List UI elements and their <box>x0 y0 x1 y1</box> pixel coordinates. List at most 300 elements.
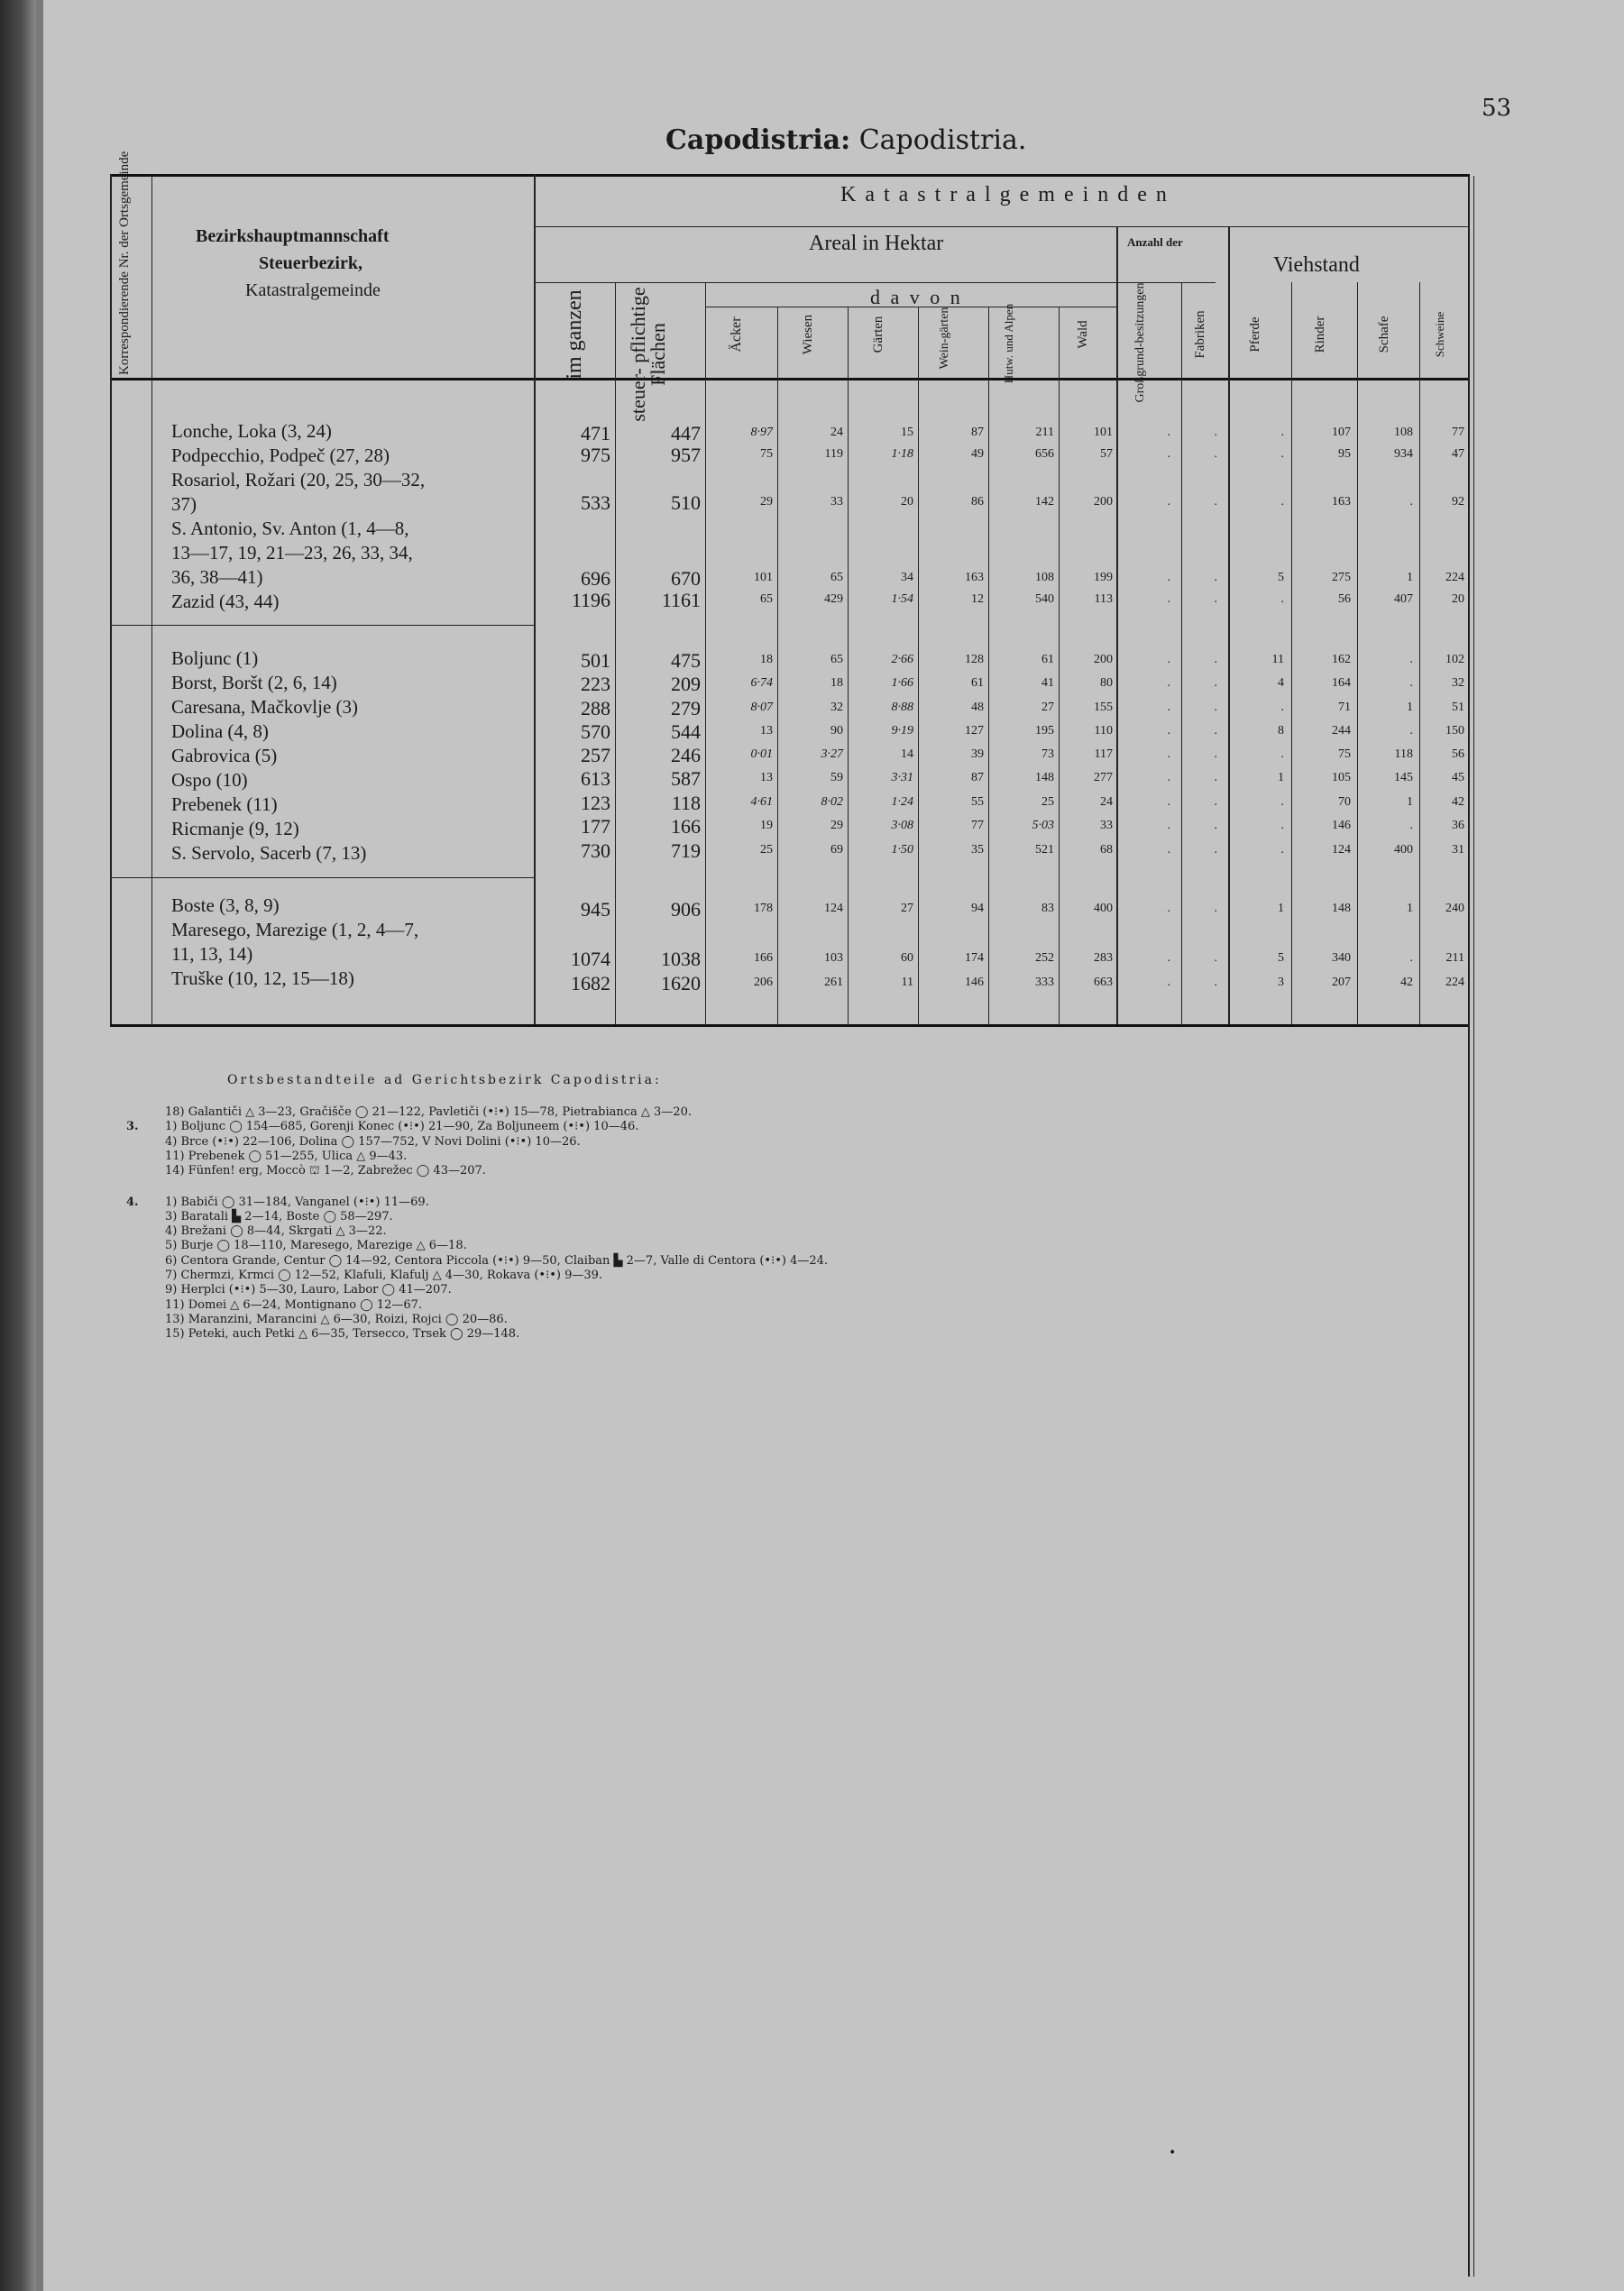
cell-steuer: 1161 <box>661 589 701 611</box>
cell-gaerten: 20 <box>901 495 913 509</box>
bottom-rule <box>110 1024 1470 1027</box>
cell-gross: . <box>1167 724 1170 738</box>
header-fabriken: Fabriken <box>1193 310 1207 359</box>
page-number: 53 <box>1482 95 1512 122</box>
cell-rinder: 105 <box>1332 771 1351 784</box>
header-davon: d a v o n <box>870 286 963 308</box>
cell-schweine: 47 <box>1452 447 1464 461</box>
cell-schafe: 42 <box>1400 976 1413 989</box>
cell-wein: 163 <box>965 571 984 584</box>
cell-wald: 117 <box>1094 747 1113 761</box>
cell-steuer: 957 <box>671 444 701 466</box>
katastralgemeinde-name-line: S. Antonio, Sv. Anton (1, 4—8, <box>171 518 409 539</box>
cell-hutw: 142 <box>1035 495 1054 509</box>
cell-steuer: 544 <box>671 720 701 743</box>
header-aecker: Äcker <box>729 316 744 353</box>
cell-hutw: 41 <box>1041 676 1054 690</box>
cell-steuer: 906 <box>671 898 701 921</box>
cell-ganzen: 177 <box>581 815 610 838</box>
notes-line: 6) Centora Grande, Centur ◯ 14—92, Centora Piccola (•⁝•) 9—50, Claiban ▙ 2—7, Valle di Centora (•⁝•) 4—24. <box>165 1253 829 1268</box>
cell-acker: 25 <box>760 843 773 857</box>
cell-gross: . <box>1167 795 1170 809</box>
katastralgemeinde-name-line: Ricmanje (9, 12) <box>171 818 299 839</box>
cell-gross: . <box>1167 447 1170 461</box>
cell-schweine: 240 <box>1445 902 1464 915</box>
cell-wiesen: 29 <box>830 819 843 832</box>
cell-fabr: . <box>1214 976 1217 989</box>
cell-gross: . <box>1167 676 1170 690</box>
cell-ganzen: 257 <box>581 744 610 766</box>
cell-schafe: 934 <box>1394 447 1413 461</box>
cell-wald: 200 <box>1094 653 1113 666</box>
cell-steuer: 1620 <box>661 972 701 994</box>
cell-hutw: 27 <box>1041 701 1054 714</box>
cell-ganzen: 533 <box>581 491 610 514</box>
cell-acker: 0·01 <box>750 747 773 761</box>
cell-schafe: 407 <box>1394 592 1413 606</box>
notes-line: 18) Galantiči △ 3—23, Gračišče ◯ 21—122, Pavletiči (•⁝•) 15—78, Pietrabianca △ 3—20. <box>165 1105 692 1119</box>
cell-gross: . <box>1167 495 1170 509</box>
top-rule <box>110 174 1470 177</box>
cell-schweine: 36 <box>1452 819 1464 832</box>
katastralgemeinde-name-line: Ospo (10) <box>171 769 248 791</box>
cell-ganzen: 945 <box>581 898 610 921</box>
cell-ganzen: 1682 <box>571 972 610 994</box>
cell-gaerten: 8·88 <box>891 701 913 714</box>
cell-hutw: 5·03 <box>1032 819 1054 832</box>
cell-fabr: . <box>1214 701 1217 714</box>
cell-pferde: . <box>1280 747 1284 761</box>
cell-acker: 4·61 <box>750 795 773 809</box>
cell-hutw: 25 <box>1041 795 1054 809</box>
notes-title: Ortsbestandteile ad Gerichtsbezirk Capodistria: <box>227 1073 662 1087</box>
cell-schafe: 145 <box>1394 771 1413 784</box>
book-spine-shadow <box>0 0 36 2291</box>
cell-pferde: . <box>1280 819 1284 832</box>
notes-line: 1) Boljunc ◯ 154—685, Gorenji Konec (•⁝•) 21—90, Za Boljuneem (•⁝•) 10—46. <box>165 1120 639 1134</box>
katastralgemeinde-name-line: Podpecchio, Podpeč (27, 28) <box>171 444 390 466</box>
notes-line: 4) Brce (•⁝•) 22—106, Dolina ◯ 157—752, V Novi Dolini (•⁝•) 10—26. <box>165 1134 581 1149</box>
cell-wiesen: 32 <box>830 701 843 714</box>
header-katastralgemeinden: K a t a s t r a l g e m e i n d e n <box>840 183 1169 206</box>
cell-wald: 80 <box>1100 676 1113 690</box>
header-areal: Areal in Hektar <box>809 232 944 255</box>
cell-ganzen: 730 <box>581 839 610 862</box>
cell-steuer: 447 <box>671 422 701 444</box>
cell-schafe: 1 <box>1407 902 1413 915</box>
notes-line: 11) Domei △ 6—24, Montignano ◯ 12—67. <box>165 1297 423 1312</box>
cell-pferde: . <box>1280 495 1284 509</box>
cell-gaerten: 9·19 <box>891 724 913 738</box>
cell-pferde: 4 <box>1278 676 1284 690</box>
title-bold: Capodistria: <box>665 124 851 156</box>
page-title <box>665 124 1026 156</box>
cell-schafe: 1 <box>1407 571 1413 584</box>
cell-wiesen: 69 <box>830 843 843 857</box>
cell-steuer: 719 <box>671 839 701 862</box>
cell-wiesen: 18 <box>830 676 843 690</box>
cell-ganzen: 288 <box>581 697 610 719</box>
cell-gross: . <box>1167 653 1170 666</box>
cell-gaerten: 1·66 <box>891 676 913 690</box>
cell-hutw: 108 <box>1035 571 1054 584</box>
cell-schweine: 45 <box>1452 771 1464 784</box>
cell-wein: 146 <box>965 976 984 989</box>
cell-wein: 86 <box>971 495 984 509</box>
cell-schafe: . <box>1409 724 1413 738</box>
header-schweine: Schweine <box>1433 311 1446 358</box>
cell-ganzen: 613 <box>581 767 610 790</box>
left-rule <box>110 174 112 1026</box>
katastralgemeinde-name-line: Boljunc (1) <box>171 647 259 669</box>
cell-acker: 8·97 <box>750 426 773 439</box>
cell-fabr: . <box>1214 795 1217 809</box>
cell-rinder: 71 <box>1338 701 1351 714</box>
cell-wald: 57 <box>1100 447 1113 461</box>
katastralgemeinde-name-line: Caresana, Mačkovlje (3) <box>171 696 358 718</box>
cell-wein: 39 <box>971 747 984 761</box>
header-hutweiden: Hutw. und Alpen <box>1002 303 1015 384</box>
cell-rinder: 340 <box>1332 951 1351 965</box>
cell-schweine: 150 <box>1445 724 1464 738</box>
cell-acker: 6·74 <box>750 676 773 690</box>
cell-wald: 155 <box>1094 701 1113 714</box>
cell-hutw: 211 <box>1035 426 1054 439</box>
notes-line: 14) Fünfen! erg, Moccò ⛫ 1—2, Zabrežec ◯ 43—207. <box>165 1164 486 1178</box>
cell-schweine: 51 <box>1452 701 1464 714</box>
group-separator <box>110 625 534 626</box>
cell-wiesen: 59 <box>830 771 843 784</box>
katastralgemeinde-name-line: Zazid (43, 44) <box>171 591 280 612</box>
cell-schweine: 211 <box>1445 951 1464 965</box>
cell-acker: 13 <box>760 724 773 738</box>
header-schafe: Schafe <box>1376 316 1391 353</box>
header-rinder: Rinder <box>1312 316 1327 353</box>
cell-wein: 128 <box>965 653 984 666</box>
header-bezirk: Bezirkshauptmannschaft <box>196 226 390 246</box>
cell-pferde: 5 <box>1278 951 1284 965</box>
cell-schweine: 42 <box>1452 795 1464 809</box>
cell-wein: 87 <box>971 426 984 439</box>
cell-steuer: 279 <box>671 697 701 719</box>
cell-fabr: . <box>1214 447 1217 461</box>
cell-wein: 77 <box>971 819 984 832</box>
cell-wiesen: 429 <box>824 592 843 606</box>
katastralgemeinde-name-line: Prebenek (11) <box>171 793 278 815</box>
cell-schafe: . <box>1409 495 1413 509</box>
cell-schweine: 224 <box>1445 571 1464 584</box>
cell-rinder: 124 <box>1332 843 1351 857</box>
right-margin-rule <box>1468 176 1470 2277</box>
title-rest: Capodistria. <box>858 124 1027 156</box>
cell-schweine: 102 <box>1445 653 1464 666</box>
header-anzahl: Anzahl der <box>1127 235 1183 249</box>
cell-wald: 199 <box>1094 571 1113 584</box>
katastralgemeinde-name-line: 36, 38—41) <box>171 566 263 588</box>
cell-gaerten: 34 <box>901 571 913 584</box>
header-pferde: Pferde <box>1248 316 1262 353</box>
cell-wein: 94 <box>971 902 984 915</box>
cell-wald: 400 <box>1094 902 1113 915</box>
cell-gaerten: 1·50 <box>891 843 913 857</box>
cell-pferde: 1 <box>1278 771 1284 784</box>
cell-gross: . <box>1167 701 1170 714</box>
cell-acker: 13 <box>760 771 773 784</box>
cell-wiesen: 33 <box>830 495 843 509</box>
katastralgemeinde-name-line: 37) <box>171 493 197 515</box>
cell-steuer: 246 <box>671 744 701 766</box>
cell-wald: 24 <box>1100 795 1113 809</box>
cell-gaerten: 3·31 <box>891 771 913 784</box>
cell-pferde: . <box>1280 447 1284 461</box>
cell-schafe: 1 <box>1407 795 1413 809</box>
header-viehstand: Viehstand <box>1273 253 1360 277</box>
cell-schafe: . <box>1409 951 1413 965</box>
notes-group-number: 3. <box>126 1120 139 1134</box>
cell-wald: 113 <box>1094 592 1113 606</box>
cell-acker: 65 <box>760 592 773 606</box>
cell-schweine: 224 <box>1445 976 1464 989</box>
notes-line: 1) Babiči ◯ 31—184, Vanganel (•⁝•) 11—69. <box>165 1195 429 1209</box>
katastralgemeinde-name-line: 13—17, 19, 21—23, 26, 33, 34, <box>171 542 413 564</box>
cell-rinder: 207 <box>1332 976 1351 989</box>
cell-fabr: . <box>1214 951 1217 965</box>
katastralgemeinde-name-line: Rosariol, Rožari (20, 25, 30—32, <box>171 469 426 490</box>
cell-fabr: . <box>1214 426 1217 439</box>
cell-gross: . <box>1167 426 1170 439</box>
cell-wald: 68 <box>1100 843 1113 857</box>
cell-pferde: 11 <box>1271 653 1284 666</box>
katastralgemeinde-names <box>171 646 366 866</box>
cell-gross: . <box>1167 571 1170 584</box>
cell-ganzen: 1074 <box>571 948 610 970</box>
cell-schafe: 400 <box>1394 843 1413 857</box>
cell-acker: 101 <box>754 571 773 584</box>
cell-gaerten: 1·54 <box>891 592 913 606</box>
cell-gaerten: 60 <box>901 951 913 965</box>
cell-wiesen: 65 <box>830 653 843 666</box>
cell-ganzen: 975 <box>581 444 610 466</box>
cell-wiesen: 103 <box>824 951 843 965</box>
notes-line: 5) Burje ◯ 18—110, Maresego, Marezige △ 6—18. <box>165 1239 467 1253</box>
cell-schweine: 20 <box>1452 592 1464 606</box>
cell-fabr: . <box>1214 653 1217 666</box>
cell-wald: 101 <box>1094 426 1113 439</box>
cell-ganzen: 471 <box>581 422 610 444</box>
cell-gaerten: 2·66 <box>891 653 913 666</box>
cell-steuer: 118 <box>671 792 701 814</box>
cell-schweine: 31 <box>1452 843 1464 857</box>
cell-rinder: 164 <box>1332 676 1351 690</box>
cell-schafe: . <box>1409 653 1413 666</box>
cell-pferde: . <box>1280 592 1284 606</box>
cell-gross: . <box>1167 592 1170 606</box>
cell-pferde: 5 <box>1278 571 1284 584</box>
notes-line: 7) Chermzi, Krmci ◯ 12—52, Klafuli, Klafulj △ 4—30, Rokava (•⁝•) 9—39. <box>165 1269 603 1282</box>
cell-wein: 55 <box>971 795 984 809</box>
cell-pferde: . <box>1280 843 1284 857</box>
cell-wald: 283 <box>1094 951 1113 965</box>
cell-gross: . <box>1167 902 1170 915</box>
cell-gaerten: 11 <box>901 976 913 989</box>
cell-gross: . <box>1167 819 1170 832</box>
katastralgemeinde-name-line: Boste (3, 8, 9) <box>171 894 280 916</box>
cell-hutw: 83 <box>1041 902 1054 915</box>
cell-schafe: 118 <box>1394 747 1413 761</box>
cell-acker: 19 <box>760 819 773 832</box>
book-spine-edge <box>36 0 43 2291</box>
cell-gaerten: 3·08 <box>891 819 913 832</box>
cell-gross: . <box>1167 747 1170 761</box>
katastralgemeinde-names <box>171 893 418 991</box>
cell-wiesen: 90 <box>830 724 843 738</box>
notes-line: 11) Prebenek ◯ 51—255, Ulica △ 9—43. <box>165 1149 408 1163</box>
cell-gaerten: 1·24 <box>891 795 913 809</box>
cell-pferde: 3 <box>1278 976 1284 989</box>
cell-hutw: 521 <box>1035 843 1054 857</box>
cell-schafe: 1 <box>1407 701 1413 714</box>
cell-hutw: 195 <box>1035 724 1054 738</box>
cell-rinder: 275 <box>1332 571 1351 584</box>
cell-steuer: 209 <box>671 673 701 695</box>
cell-fabr: . <box>1214 592 1217 606</box>
cell-wein: 35 <box>971 843 984 857</box>
cell-fabr: . <box>1214 724 1217 738</box>
cell-acker: 178 <box>754 902 773 915</box>
cell-wald: 663 <box>1094 976 1113 989</box>
cell-rinder: 56 <box>1338 592 1351 606</box>
katastralgemeinde-name-line: Gabrovica (5) <box>171 745 278 766</box>
notes-group-number: 4. <box>126 1195 139 1209</box>
header-steuerpflichtige: steuer- pflichtige Flächen <box>627 287 669 422</box>
cell-wald: 200 <box>1094 495 1113 509</box>
cell-ganzen: 123 <box>581 792 610 814</box>
cell-gross: . <box>1167 771 1170 784</box>
cell-schweine: 32 <box>1452 676 1464 690</box>
cell-fabr: . <box>1214 571 1217 584</box>
katastralgemeinde-name-line: Truške (10, 12, 15—18) <box>171 967 354 989</box>
cell-wiesen: 261 <box>824 976 843 989</box>
cell-steuer: 475 <box>671 649 701 672</box>
cell-wiesen: 119 <box>824 447 843 461</box>
cell-wein: 48 <box>971 701 984 714</box>
cell-steuer: 166 <box>671 815 701 838</box>
cell-acker: 166 <box>754 951 773 965</box>
header-wald: Wald <box>1076 320 1090 349</box>
cell-hutw: 333 <box>1035 976 1054 989</box>
cell-gross: . <box>1167 843 1170 857</box>
cell-pferde: 8 <box>1278 724 1284 738</box>
header-gaerten: Gärten <box>871 316 885 353</box>
cell-rinder: 70 <box>1338 795 1351 809</box>
cell-acker: 8·07 <box>750 701 773 714</box>
cell-rinder: 148 <box>1332 902 1351 915</box>
cell-wiesen: 124 <box>824 902 843 915</box>
cell-rinder: 162 <box>1332 653 1351 666</box>
cell-schweine: 92 <box>1452 495 1464 509</box>
cell-steuer: 1038 <box>661 948 701 970</box>
notes-line: 3) Baratali ▙ 2—14, Boste ◯ 58—297. <box>165 1209 393 1223</box>
cell-schweine: 77 <box>1452 426 1464 439</box>
cell-hutw: 656 <box>1035 447 1054 461</box>
rule <box>151 174 152 1026</box>
cell-wein: 87 <box>971 771 984 784</box>
cell-wiesen: 65 <box>830 571 843 584</box>
cell-fabr: . <box>1214 843 1217 857</box>
katastralgemeinde-names <box>171 419 425 614</box>
cell-gaerten: 1·18 <box>891 447 913 461</box>
cell-wein: 174 <box>965 951 984 965</box>
cell-fabr: . <box>1214 495 1217 509</box>
cell-ganzen: 1196 <box>571 589 610 611</box>
cell-acker: 75 <box>760 447 773 461</box>
header-im-ganzen: im ganzen <box>563 289 586 380</box>
cell-fabr: . <box>1214 902 1217 915</box>
cell-hutw: 61 <box>1041 653 1054 666</box>
cell-pferde: . <box>1280 701 1284 714</box>
stray-mark: • <box>1169 2146 1177 2160</box>
header-grossgrund: Großgrund-besitzungen <box>1133 282 1147 403</box>
cell-hutw: 252 <box>1035 951 1054 965</box>
cell-steuer: 587 <box>671 767 701 790</box>
cell-ganzen: 501 <box>581 649 610 672</box>
cell-ganzen: 223 <box>581 673 610 695</box>
cell-rinder: 146 <box>1332 819 1351 832</box>
cell-gaerten: 27 <box>901 902 913 915</box>
cell-schafe: . <box>1409 819 1413 832</box>
cell-fabr: . <box>1214 819 1217 832</box>
cell-gaerten: 14 <box>901 747 913 761</box>
cell-ganzen: 570 <box>581 720 610 743</box>
cell-wein: 127 <box>965 724 984 738</box>
cell-wein: 61 <box>971 676 984 690</box>
header-wiesen: Wiesen <box>801 314 815 355</box>
cell-acker: 29 <box>760 495 773 509</box>
cell-gross: . <box>1167 976 1170 989</box>
cell-rinder: 163 <box>1332 495 1351 509</box>
cell-gaerten: 15 <box>901 426 913 439</box>
rule <box>534 226 1470 227</box>
header-steuerbezirk: Steuerbezirk, <box>259 253 362 273</box>
group-separator <box>110 877 534 878</box>
cell-wiesen: 24 <box>830 426 843 439</box>
cell-wiesen: 8·02 <box>821 795 843 809</box>
cell-rinder: 95 <box>1338 447 1351 461</box>
right-margin-rule-thin <box>1473 176 1474 2277</box>
cell-wald: 33 <box>1100 819 1113 832</box>
cell-hutw: 148 <box>1035 771 1054 784</box>
cell-pferde: . <box>1280 426 1284 439</box>
cell-wein: 49 <box>971 447 984 461</box>
cell-acker: 18 <box>760 653 773 666</box>
cell-hutw: 540 <box>1035 592 1054 606</box>
cell-fabr: . <box>1214 771 1217 784</box>
cell-gross: . <box>1167 951 1170 965</box>
katastralgemeinde-name-line: S. Servolo, Sacerb (7, 13) <box>171 842 367 864</box>
cell-schafe: . <box>1409 676 1413 690</box>
katastralgemeinde-name-line: 11, 13, 14) <box>171 943 253 965</box>
katastralgemeinde-name-line: Maresego, Marezige (1, 2, 4—7, <box>171 919 419 940</box>
cell-schafe: 108 <box>1394 426 1413 439</box>
notes-line: 15) Peteki, auch Petki △ 6—35, Tersecco, Trsek ◯ 29—148. <box>165 1327 520 1342</box>
cell-wein: 12 <box>971 592 984 606</box>
cell-ganzen: 696 <box>581 567 610 590</box>
cell-pferde: 1 <box>1278 902 1284 915</box>
cell-fabr: . <box>1214 676 1217 690</box>
cell-steuer: 670 <box>671 567 701 590</box>
katastralgemeinde-name-line: Lonche, Loka (3, 24) <box>171 420 332 442</box>
header-weingaerten: Wein-gärten <box>938 307 951 370</box>
